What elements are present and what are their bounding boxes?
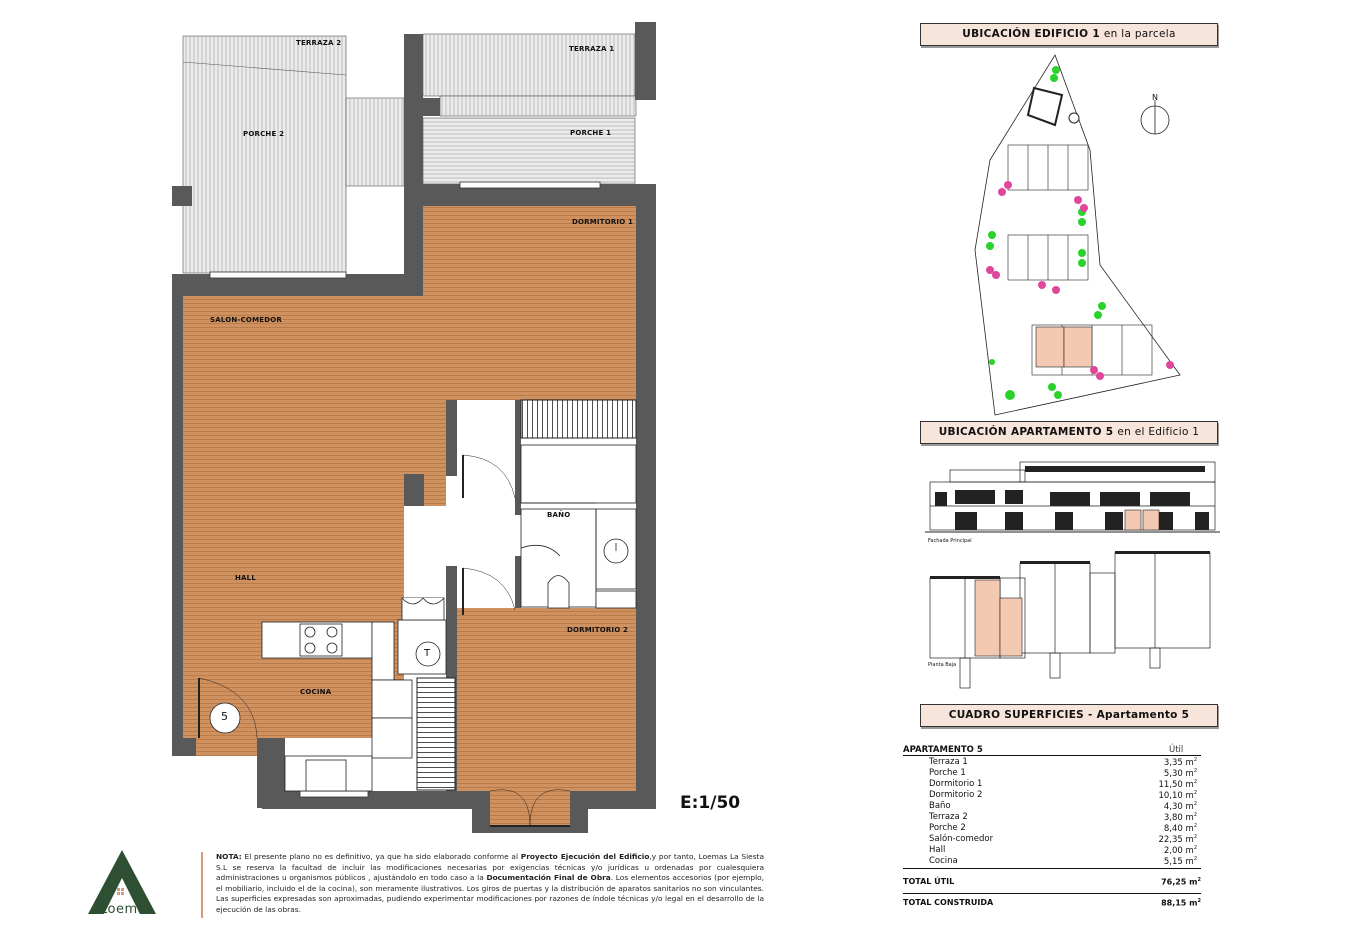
surfaces-header-util: Útil: [1169, 745, 1184, 755]
surface-name: Porche 1: [929, 768, 966, 778]
planta-baja-drawing: [925, 548, 1220, 693]
surface-name: Salón-comedor: [929, 834, 994, 844]
scale-label: E:1/50: [680, 793, 741, 813]
surface-name: Dormitorio 1: [929, 779, 983, 789]
surface-value: 5,15 $m^2$: [1163, 856, 1197, 867]
room-label-salon-comedor: SALON-COMEDOR: [210, 316, 282, 324]
surfaces-header-apartment: APARTAMENTO 5: [903, 745, 983, 755]
section-title-cuadro-superficies: CUADRO SUPERFICIES - Apartamento 5: [920, 704, 1218, 727]
surface-row: [929, 779, 1197, 790]
total-divider-2: [903, 893, 1201, 894]
note-accent-bar: [201, 852, 203, 918]
total-util-label: TOTAL ÚTIL: [903, 877, 955, 886]
room-label-dormitorio-2: DORMITORIO 2: [567, 626, 629, 634]
surface-row: [929, 801, 1197, 812]
surface-name: Cocina: [929, 856, 958, 866]
total-util-value: 76,25 $m^2$: [1161, 877, 1201, 887]
total-construida-row: [903, 898, 1201, 912]
total-util-row: [903, 877, 1201, 891]
room-label-porche-1: PORCHE 1: [570, 129, 612, 137]
room-label-terraza-2: TERRAZA 2: [296, 39, 342, 47]
loemas-logo-text: Loemas: [100, 902, 154, 917]
surface-row: [929, 757, 1197, 768]
surface-row: [929, 856, 1197, 867]
total-construida-value: 88,15 $m^2$: [1161, 898, 1201, 908]
total-construida-label: TOTAL CONSTRUIDA: [903, 898, 994, 907]
surface-name: Dormitorio 2: [929, 790, 983, 800]
facade-drawing: [925, 452, 1220, 544]
stair-bottom: [417, 678, 455, 790]
surface-value: 22,35 $m^2$: [1158, 834, 1197, 845]
surfaces-header: [903, 745, 1201, 756]
surface-value: 2,00 $m^2$: [1163, 845, 1197, 856]
planta-baja-label: Planta Baja: [928, 662, 957, 668]
room-label-cocina: COCINA: [300, 688, 332, 696]
surface-name: Terraza 2: [929, 812, 968, 822]
surface-row: [929, 790, 1197, 801]
bathroom-fixtures: [463, 445, 636, 615]
surface-value: 10,10 $m^2$: [1158, 790, 1197, 801]
room-label-hall: HALL: [235, 574, 256, 582]
surface-value: 11,50 $m^2$: [1158, 779, 1197, 790]
surface-row: [929, 845, 1197, 856]
surface-name: Baño: [929, 801, 951, 811]
stair-top: [521, 400, 636, 438]
total-divider: [903, 868, 1201, 869]
surface-row: [929, 823, 1197, 834]
surface-name: Porche 2: [929, 823, 966, 833]
section-title-ubicacion-apartamento: UBICACIÓN APARTAMENTO 5 en el Edificio 1: [920, 421, 1218, 444]
fixture-marker-5: 5: [221, 710, 228, 723]
surface-row: [929, 834, 1197, 845]
surface-name: Terraza 1: [929, 757, 968, 767]
surface-value: 8,40 $m^2$: [1163, 823, 1197, 834]
north-label: N: [1152, 93, 1158, 102]
surface-value: 4,30 $m^2$: [1163, 801, 1197, 812]
fixture-marker-t: T: [424, 648, 431, 659]
room-label-bano: BAÑO: [547, 511, 571, 519]
facade-label: Fachada Principal: [928, 538, 972, 544]
room-label-porche-2: PORCHE 2: [243, 130, 285, 138]
surface-row: [929, 768, 1197, 779]
site-plan: [970, 50, 1200, 420]
section-title-ubicacion-edificio: UBICACIÓN EDIFICIO 1 en la parcela: [920, 23, 1218, 46]
surface-value: 5,30 $m^2$: [1163, 768, 1197, 779]
disclaimer-note: NOTA: El presente plano no es definitivo, ya que ha sido elaborado conforme al Proyecto Ejecución del Edificio,y por tanto, Loemas La Siesta S.L se reserva la facultad de incluir las modificaciones necesarias por exigencias técnicas y/o jurídicas u ordenadas por cualesquiera administraciones u organismos públicos , ajustándolo en todo caso a la Documentación Final de Obra. Los elementos accesorios (por ejemplo, el mobiliario, incluido el de la cocina), son meramente ilustrativos. Los giros de puertas y la distribución de aparatos sanitarios no son vinculantes. Las superficies expresadas son aproximadas, pudiendo experimentar modificaciones por razones de índole técnicas y/o legal en el desarrollo de la ejecución de las obras.: [216, 852, 764, 914]
surface-value: 3,35 $m^2$: [1163, 757, 1197, 768]
room-label-terraza-1: TERRAZA 1: [569, 45, 615, 53]
surface-row: [929, 812, 1197, 823]
surface-name: Hall: [929, 845, 946, 855]
surface-value: 3,80 $m^2$: [1163, 812, 1197, 823]
room-label-dormitorio-1: DORMITORIO 1: [572, 218, 634, 226]
